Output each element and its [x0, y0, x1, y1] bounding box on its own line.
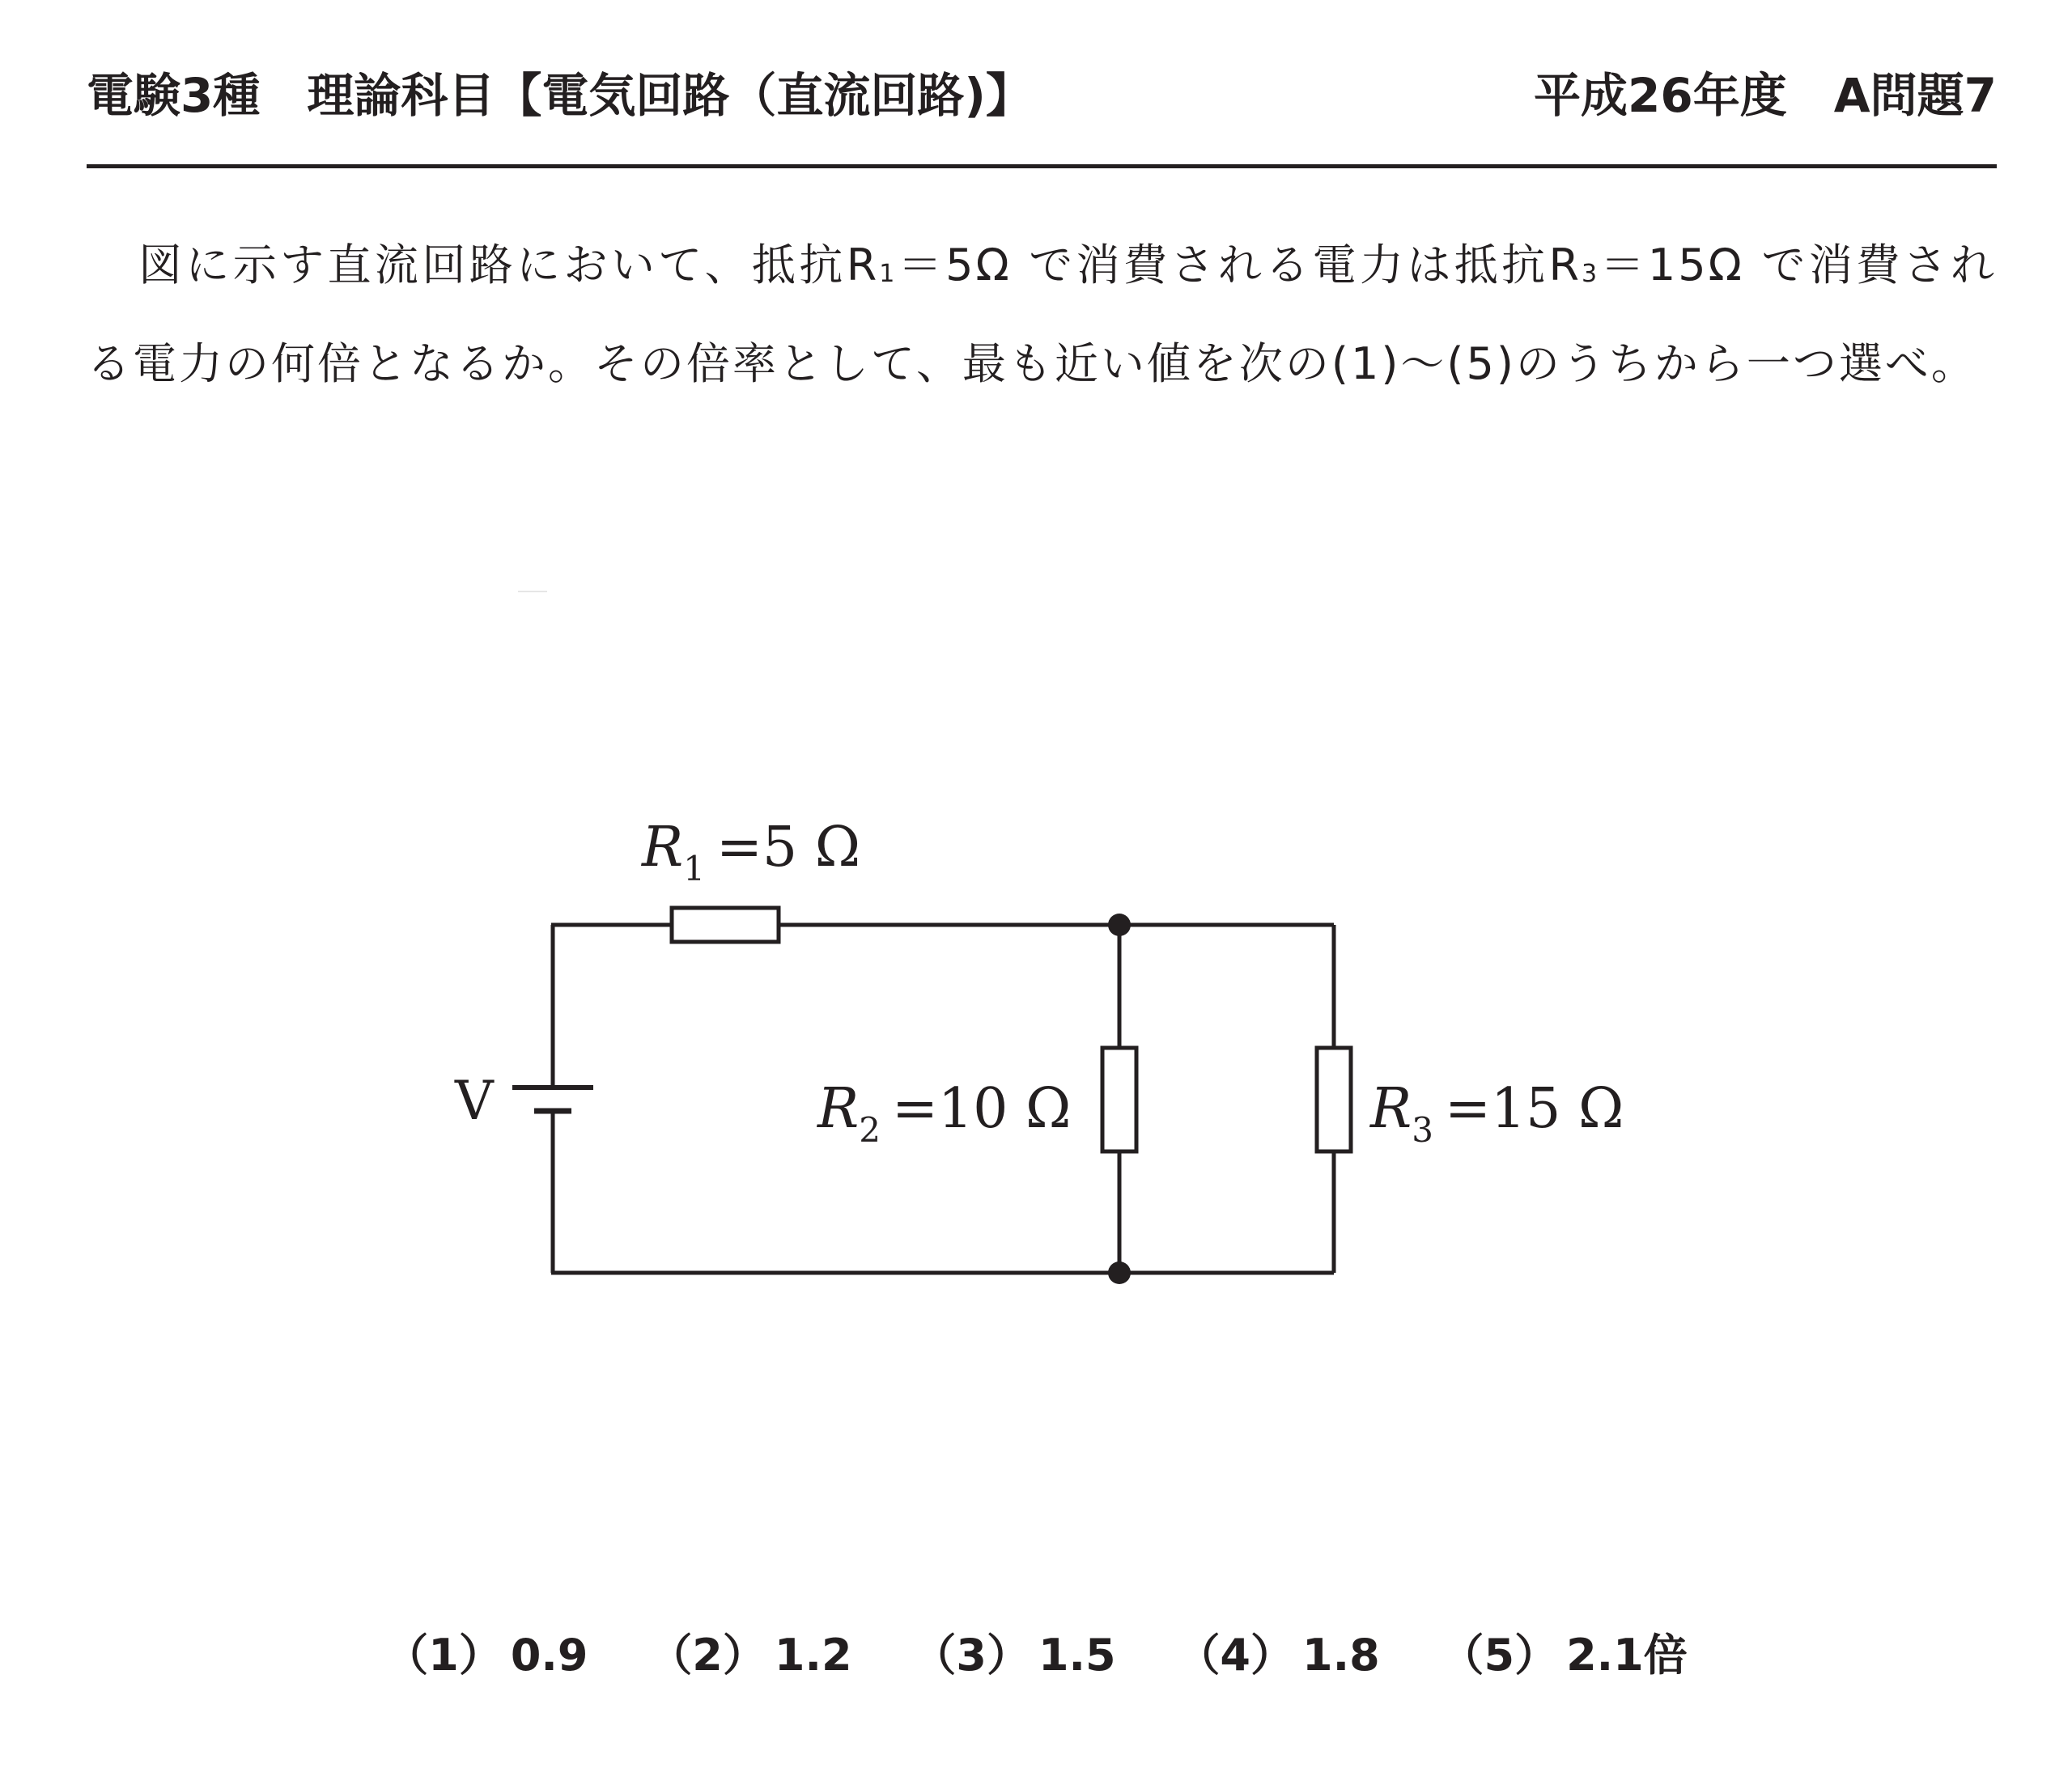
choice-5 [1441, 1623, 1688, 1688]
choice-2-value: 1.2 [774, 1630, 852, 1681]
choice-5-value: 2.1倍 [1566, 1630, 1688, 1681]
choice-3-value: 1.5 [1038, 1630, 1116, 1681]
question-subscript-1: 1 [879, 260, 898, 288]
choice-3-number: （3） [912, 1630, 1030, 1681]
r2-symbol: R [817, 1077, 860, 1141]
r3-value: =15 Ω [1444, 1077, 1624, 1141]
r1-value: =5 Ω [715, 816, 861, 880]
r1-symbol: R [642, 816, 684, 880]
exam-title: 電験3種 理論科目【電気回路（直流回路)】 [87, 68, 1033, 123]
r2-label [816, 1077, 1071, 1150]
r2-value: =10 Ω [891, 1077, 1072, 1141]
question-part-2: ＝5Ω で消費される電力は抵抗R [897, 240, 1582, 290]
question-part-1: 図に示す直流回路において、抵抗R [138, 240, 880, 290]
exam-year-problem: 平成26年度 A問題7 [1534, 68, 1997, 123]
choice-4-number: （4） [1176, 1630, 1295, 1681]
r1-subscript: 1 [683, 849, 705, 888]
r1-label [640, 816, 860, 888]
choice-2 [648, 1623, 851, 1688]
choice-1-value: 0.9 [510, 1630, 588, 1681]
resistor-r3 [1317, 1048, 1351, 1151]
answer-choices [0, 1623, 2072, 1688]
choice-2-number: （2） [648, 1630, 766, 1681]
choice-1-number: （1） [384, 1630, 503, 1681]
r3-label [1369, 1077, 1624, 1150]
resistor-r2 [1102, 1048, 1136, 1151]
r2-subscript: 2 [859, 1110, 881, 1150]
source-label: V [455, 1070, 494, 1132]
choice-5-number: （5） [1440, 1630, 1559, 1681]
junction-top [1108, 914, 1131, 936]
question-subscript-3: 3 [1582, 260, 1600, 288]
choice-4-value: 1.8 [1302, 1630, 1380, 1681]
choice-3 [912, 1623, 1115, 1688]
choice-4 [1176, 1623, 1379, 1688]
resistor-r1 [672, 908, 779, 942]
r3-symbol: R [1370, 1077, 1412, 1141]
choice-1 [384, 1623, 588, 1688]
junction-bottom [1108, 1261, 1131, 1284]
r3-subscript: 3 [1412, 1110, 1433, 1150]
question-part-3: ＝15Ω で消費される電力の何倍となるか。その倍率として、最も近い値を次の(1)～(5)のうちから一つ選べ。 [87, 240, 1997, 389]
